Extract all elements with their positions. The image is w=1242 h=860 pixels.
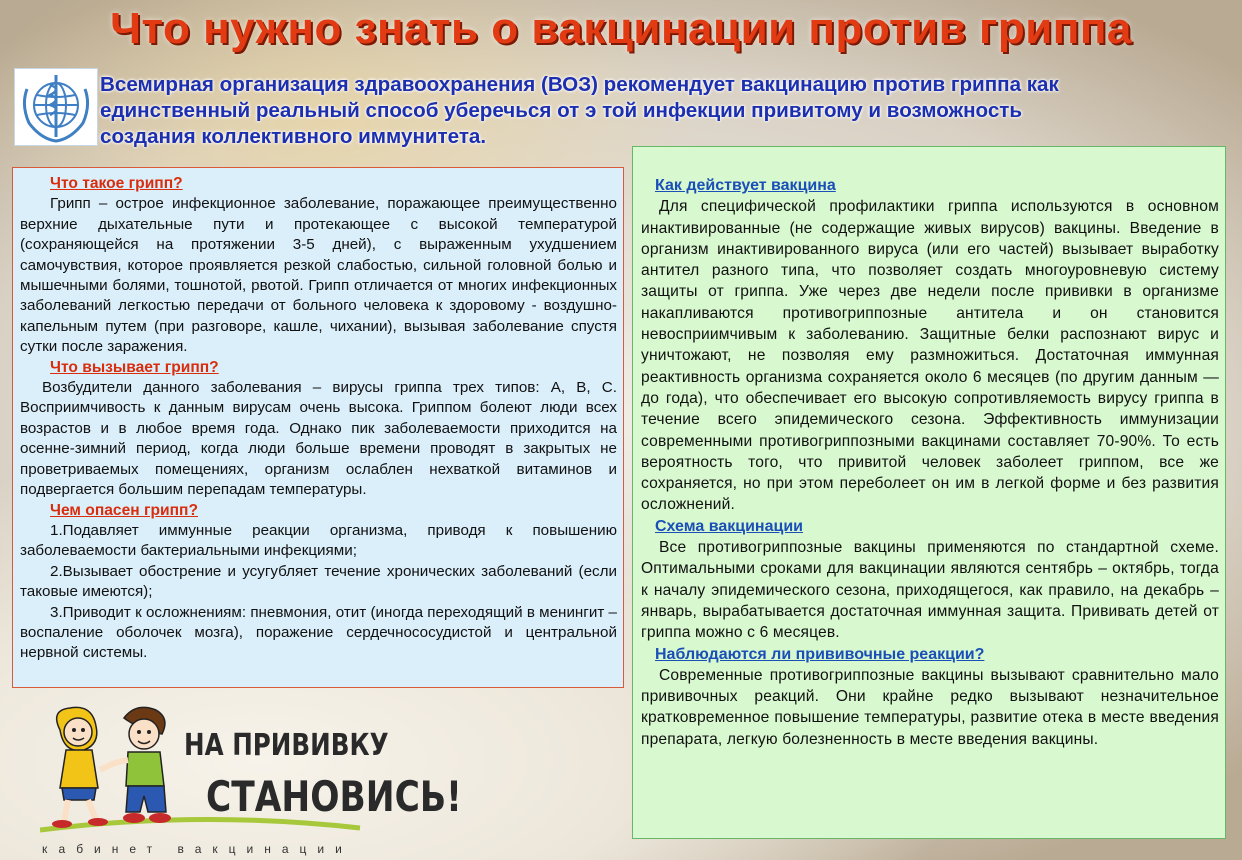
paragraph-danger-2: 2.Вызывает обострение и усугубляет течение хронических заболеваний (если таковые имеются);	[20, 562, 617, 601]
paragraph-how-vaccine-works: Для специфической профилактики гриппа используются в основном инактивированные (не содержащие живых вирусов) вакцины. Введение в организм инактивированного вируса (или его частей) вызывает выработку антител разного типа, что позволяет создать многоуровневую систему защиты от гриппа. Уже через две недели после прививки в организме накапливаются противогриппозные антитела и он становится невосприимчивым к заболеванию. Защитные белки распознают вирус и уничтожают, не позволяя ему размножиться. Достаточная иммунная реактивность организма сохраняется около 6 месяцев (по другим данным — до года), что обеспечивает его высокую сопротивляемость вирусу гриппа в течение всего эпидемического сезона. Эффективность иммунизации современными противогриппозными вакцинами составляет 70-90%. То есть вероятность того, что привитой человек заболеет гриппом, все же сохраняется, но при этом переболеет он им в легкой форме и без развития осложнений.	[641, 198, 1219, 514]
boy-figure	[100, 707, 171, 823]
right-info-panel	[632, 146, 1226, 839]
heading-vaccination-schedule: Схема вакцинации	[655, 517, 803, 535]
heading-what-is-flu: Что такое грипп?	[50, 175, 183, 192]
heading-flu-danger: Чем опасен грипп?	[50, 501, 198, 519]
paragraph-vaccination-schedule: Все противогриппозные вакцины применяются по стандартной схеме. Оптимальными сроками для вакцинации являются сентябрь – октябрь, тогда к началу эпидемического сезона, приходящегося, как правило, на декабрь – январь, вырабатывается достаточная иммунная защита. Прививать детей от гриппа можно с 6 месяцев.	[641, 539, 1219, 642]
paragraph-vaccine-reactions: Современные противогриппозные вакцины вызывают сравнительно мало прививочных реакций. Они крайне редко вызывают незначительное кратковременное повышение температуры, развитие отека в месте введения препарата, легкую болезненность в месте введения вакцины.	[641, 666, 1219, 748]
intro-line: создания коллективного иммунитета.	[100, 125, 487, 148]
who-emblem-icon	[15, 69, 97, 145]
intro-text	[100, 72, 1220, 150]
paragraph-danger-3: 3.Приводит к осложнениям: пневмония, отит (иногда переходящий в менингит – воспаление оболочек мозга), поражение сердечнососудистой и центральной нервной системы.	[20, 603, 617, 662]
heading-vaccine-reactions: Наблюдаются ли прививочные реакции?	[655, 645, 985, 663]
paragraph-danger-1: 1.Подавляет иммунные реакции организма, приводя к повышению заболеваемости бактериальными инфекциями;	[20, 521, 617, 560]
heading-how-vaccine-works: Как действует вакцина	[655, 177, 836, 194]
intro-line: единственный реальный способ уберечься от э той инфекции привитому и возможность	[100, 99, 1023, 122]
paragraph-flu-cause: Возбудители данного заболевания – вирусы гриппа трех типов: А, В, С. Восприимчивость к данным вирусам очень высока. Гриппом болеют люди всех возрастов и в любое время года. Однако пик заболеваемости приходится на осенне-зимний период, когда люди больше времени проводят в закрытых не проветриваемых помещениях, организм ослаблен нехваткой витаминов и подвергается большим перепадам температуры.	[20, 379, 617, 499]
slogan-line-1: НА ПРИВИВКУ	[184, 728, 389, 763]
vaccination-office-caption: кабинет вакцинации	[42, 842, 353, 856]
left-info-panel	[12, 167, 624, 688]
heading-flu-cause: Что вызывает грипп?	[50, 358, 219, 376]
intro-line: Всемирная организация здравоохранения (ВОЗ) рекомендует вакцинацию против гриппа как	[100, 73, 1059, 96]
who-logo	[14, 68, 98, 146]
page-title: Что нужно знать о вакцинации против гриппа	[110, 4, 1132, 53]
paragraph-what-is-flu: Грипп – острое инфекционное заболевание, поражающее преимущественно верхние дыхательные пути и протекающее с высокой температурой (сохраняющейся на протяжении 3-5 дней), с выраженным ухудшением самочувствия, которое проявляется резкой слабостью, сильной головной болью и мышечными болями, тошнотой, рвотой. Грипп отличается от многих инфекционных заболеваний легкостью передачи от больного человека к здоровому - воздушно-капельным путем (при разговоре, кашле, чихании), вызывая заболевание спустя сутки после заражения.	[20, 195, 617, 356]
slogan-line-2: СТАНОВИСЬ!	[206, 772, 462, 821]
